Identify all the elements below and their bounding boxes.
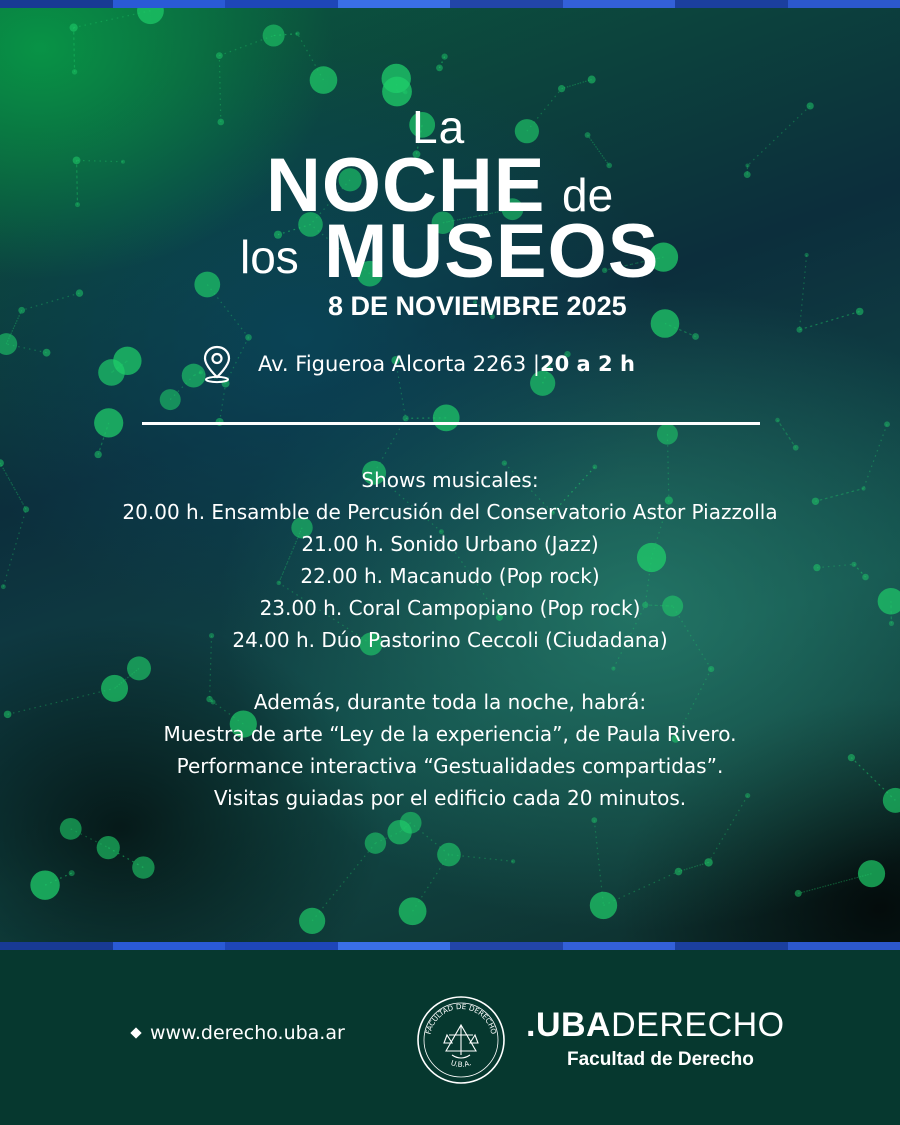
brand-derecho: DERECHO	[611, 1006, 785, 1044]
divider	[142, 422, 760, 425]
constellation-dot	[387, 820, 411, 844]
constellation-dot	[511, 859, 515, 863]
constellation-dot	[657, 424, 678, 445]
constellation-dot	[611, 666, 615, 670]
uba-derecho-wordmark	[526, 1006, 785, 1045]
event-date: 8 DE NOVIEMBRE 2025	[328, 291, 627, 321]
extras-heading: Además, durante toda la noche, habrá:	[253, 690, 647, 714]
constellation-dot	[113, 347, 141, 375]
extra-item: Visitas guiadas por el edificio cada 20 minutos.	[213, 786, 687, 810]
constellation-dot	[132, 856, 154, 878]
constellation-dot	[775, 418, 780, 423]
event-title	[0, 8, 900, 338]
constellation-dot	[60, 818, 82, 840]
constellation-dot	[69, 870, 75, 876]
constellation-dot	[591, 817, 597, 823]
constellation-dot	[884, 421, 890, 427]
map-pin-icon	[200, 344, 234, 384]
seal-bottom-text: U.B.A.	[449, 1058, 473, 1069]
seal-top-text: FACULTAD DE DERECHO	[423, 1001, 499, 1036]
extras-section	[0, 686, 900, 814]
constellation-dot	[793, 445, 799, 451]
location-row	[200, 344, 635, 384]
constellation-dot	[94, 451, 101, 458]
constellation-line	[678, 862, 708, 871]
shows-heading: Shows musicales:	[361, 468, 539, 492]
diamond-bullet-icon	[130, 1027, 141, 1038]
website-url: www.derecho.uba.ar	[150, 1022, 345, 1044]
constellation-dot	[704, 858, 712, 866]
constellation-dot	[858, 860, 885, 887]
faculty-seal-logo	[416, 995, 506, 1085]
title-la: La	[412, 101, 466, 153]
constellation-dot	[795, 890, 802, 897]
extra-item: Performance interactiva “Gestualidades compartidas”.	[176, 754, 724, 778]
show-item: 20.00 h. Ensamble de Percusión del Conservatorio Astor Piazzolla	[122, 500, 778, 524]
constellation-line	[678, 862, 708, 871]
constellation-dot	[433, 404, 460, 431]
website-link[interactable]	[132, 1022, 345, 1044]
constellation-dot	[127, 656, 151, 680]
top-stripe	[0, 0, 900, 8]
footer	[0, 950, 900, 1125]
title-de: de	[562, 169, 614, 221]
title-museos: MUSEOS	[324, 209, 660, 294]
title-noche: NOCHE	[266, 143, 546, 228]
constellation-dot	[94, 408, 123, 437]
show-item: 23.00 h. Coral Campopiano (Pop rock)	[259, 596, 641, 620]
constellation-dot	[590, 892, 617, 919]
title-los: los	[240, 231, 299, 283]
constellation-line	[312, 843, 375, 921]
constellation-dot	[30, 870, 59, 899]
event-hours: 20 a 2 h	[540, 352, 635, 376]
constellation-dot	[97, 836, 120, 859]
constellation-dot	[365, 832, 386, 853]
constellation-dot	[299, 908, 325, 934]
mid-stripe	[0, 942, 900, 950]
venue-address: Av. Figueroa Alcorta 2263 |	[258, 352, 540, 376]
constellation-dot	[403, 415, 409, 421]
constellation-dot	[708, 666, 714, 672]
constellation-dot	[160, 389, 181, 410]
shows-section	[0, 464, 900, 656]
show-item: 24.00 h. Dúo Pastorino Ceccoli (Ciudadana)	[232, 628, 668, 652]
constellation-dot	[437, 843, 461, 867]
hero-section	[0, 8, 900, 942]
show-item: 22.00 h. Macanudo (Pop rock)	[300, 564, 600, 588]
constellation-dot	[43, 349, 51, 357]
brand-subtitle: Facultad de Derecho	[567, 1049, 754, 1070]
show-item: 21.00 h. Sonido Urbano (Jazz)	[301, 532, 599, 556]
constellation-dot	[399, 897, 427, 925]
brand-uba: .UBA	[526, 1006, 612, 1044]
extra-item: Muestra de arte “Ley de la experiencia”, de Paula Rivero.	[163, 722, 737, 746]
constellation-line	[220, 383, 226, 421]
svg-text:U.B.A.	[450, 1058, 473, 1069]
constellation-dot	[675, 868, 683, 876]
